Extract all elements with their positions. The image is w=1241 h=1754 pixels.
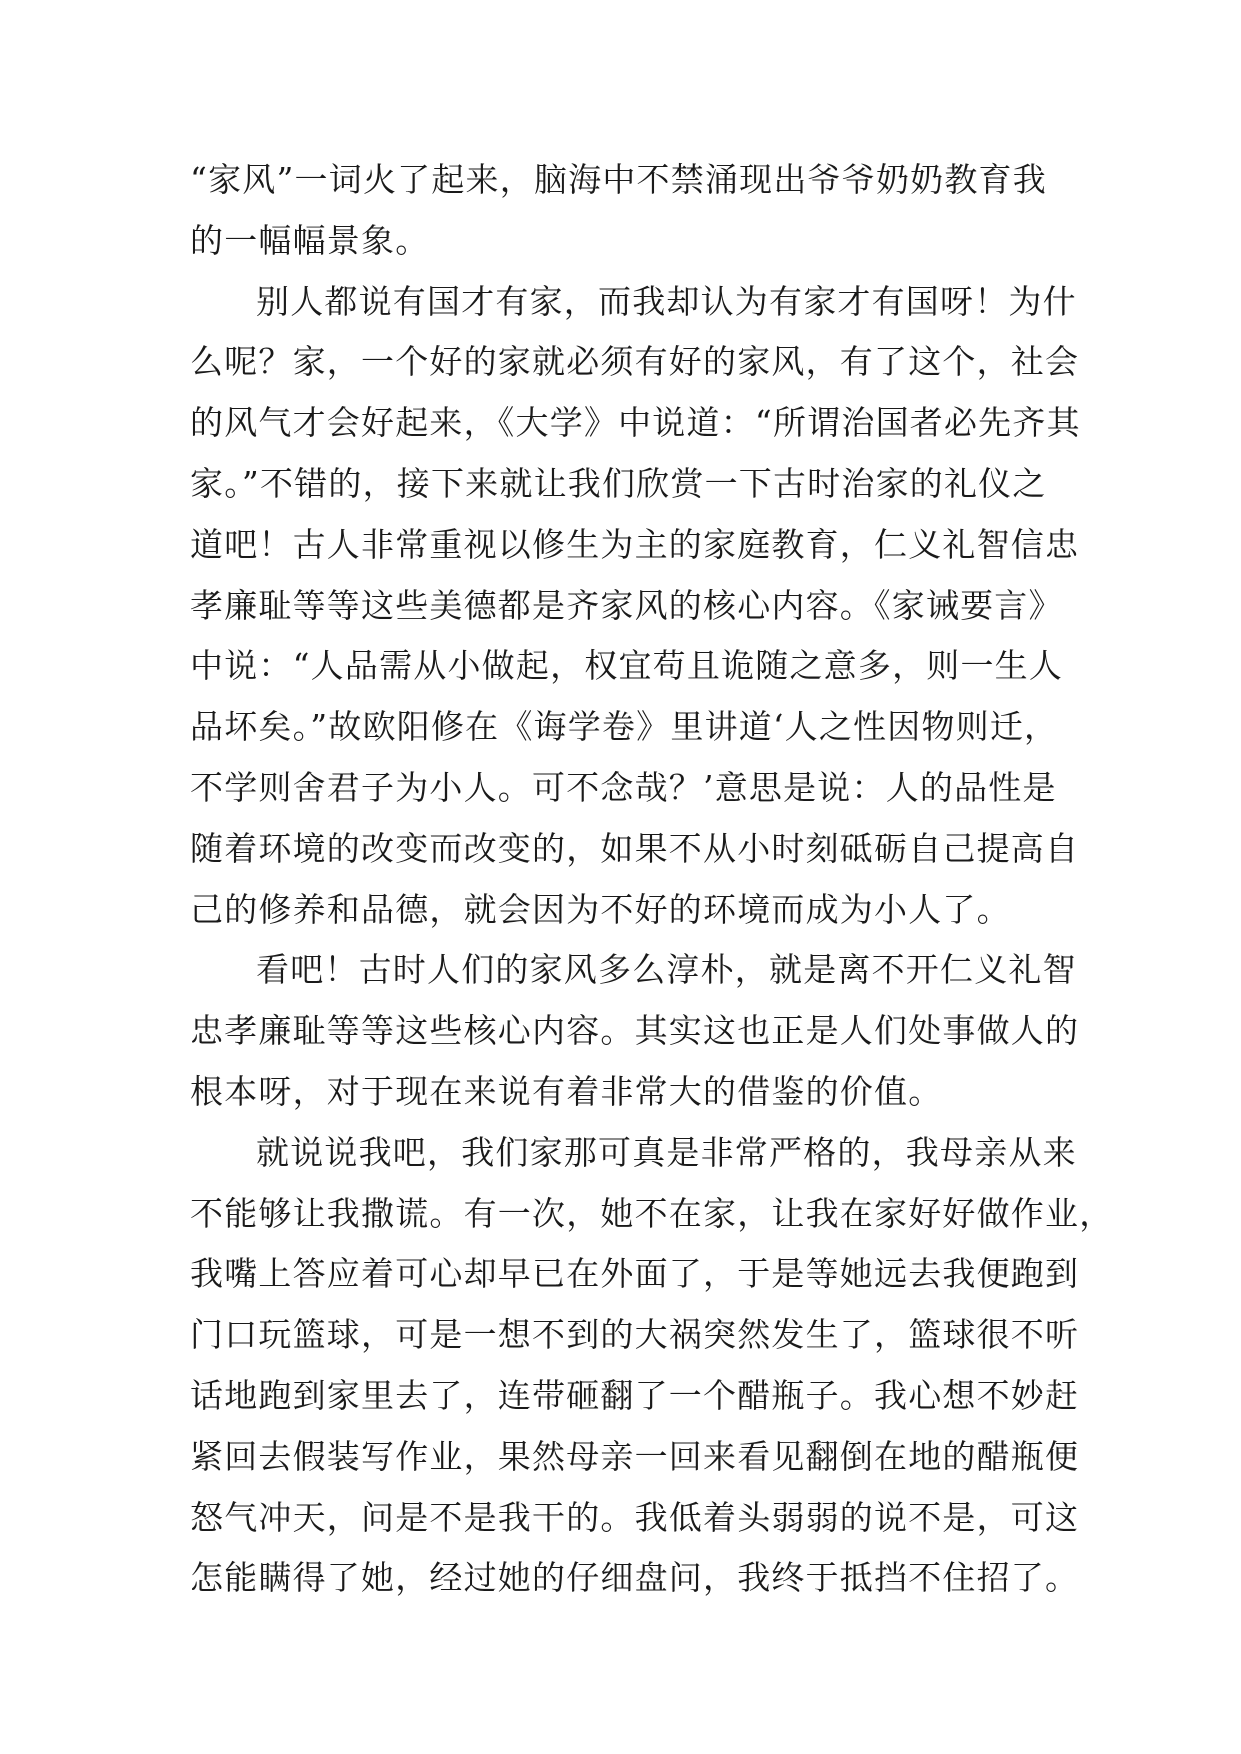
text-line: 中说：“人品需从小做起，权宜苟且诡随之意多，则一生人 [190, 646, 1064, 686]
text-line: 紧回去假装写作业，果然母亲一回来看见翻倒在地的醋瓶便 [190, 1436, 1080, 1476]
text-line: 道吧！古人非常重视以修生为主的家庭教育，仁义礼智信忠 [190, 524, 1080, 564]
text-line: 根本呀，对于现在来说有着非常大的借鉴的价值。 [190, 1071, 943, 1111]
text-line: 孝廉耻等等这些美德都是齐家风的核心内容。《家诫要言》 [190, 585, 1063, 625]
paragraph [190, 150, 1090, 272]
paragraph [190, 1123, 1114, 1609]
text-line: 忠孝廉耻等等这些核心内容。其实这也正是人们处事做人的 [190, 1011, 1080, 1051]
text-line: 别人都说有国才有家，而我却认为有家才有国呀！为什 [256, 281, 1077, 321]
text-line: 么呢？家，一个好的家就必须有好的家风，有了这个，社会 [190, 342, 1080, 382]
paragraph [190, 272, 1090, 941]
paragraph [190, 940, 1090, 1122]
text-line: 不能够让我撒谎。有一次，她不在家，让我在家好好做作业， [190, 1193, 1114, 1233]
text-line: 怎能瞒得了她，经过她的仔细盘问，我终于抵挡不住招了。 [190, 1558, 1080, 1598]
document-body [190, 150, 1114, 1609]
text-line: “家风”一词火了起来，脑海中不禁涌现出爷爷奶奶教育我 [190, 160, 1047, 199]
text-line: 就说说我吧，我们家那可真是非常严格的，我母亲从来 [256, 1132, 1077, 1172]
text-line: 怒气冲天，问是不是我干的。我低着头弱弱的说不是，可这 [190, 1497, 1080, 1537]
text-line: 不学则舍君子为小人。可不念哉？’意思是说：人的品性是 [190, 767, 1057, 807]
text-line: 看吧！古时人们的家风多么淳朴，就是离不开仁义礼智 [256, 950, 1077, 990]
text-line: 家。”不错的，接下来就让我们欣赏一下古时治家的礼仪之 [190, 463, 1047, 503]
text-line: 的一幅幅景象。 [190, 220, 430, 260]
text-line: 己的修养和品德，就会因为不好的环境而成为小人了。 [190, 889, 1011, 929]
text-line: 我嘴上答应着可心却早已在外面了，于是等她远去我便跑到 [190, 1254, 1080, 1294]
text-line: 门口玩篮球，可是一想不到的大祸突然发生了，篮球很不听 [190, 1315, 1080, 1355]
text-line: 品坏矣。”故欧阳修在《诲学卷》里讲道‘人之性因物则迁， [190, 707, 1059, 747]
text-line: 的风气才会好起来，《大学》中说道：“所谓治国者必先齐其 [190, 403, 1081, 443]
text-line: 话地跑到家里去了，连带砸翻了一个醋瓶子。我心想不妙赶 [190, 1375, 1080, 1415]
text-line: 随着环境的改变而改变的，如果不从小时刻砥砺自己提高自 [190, 828, 1080, 868]
